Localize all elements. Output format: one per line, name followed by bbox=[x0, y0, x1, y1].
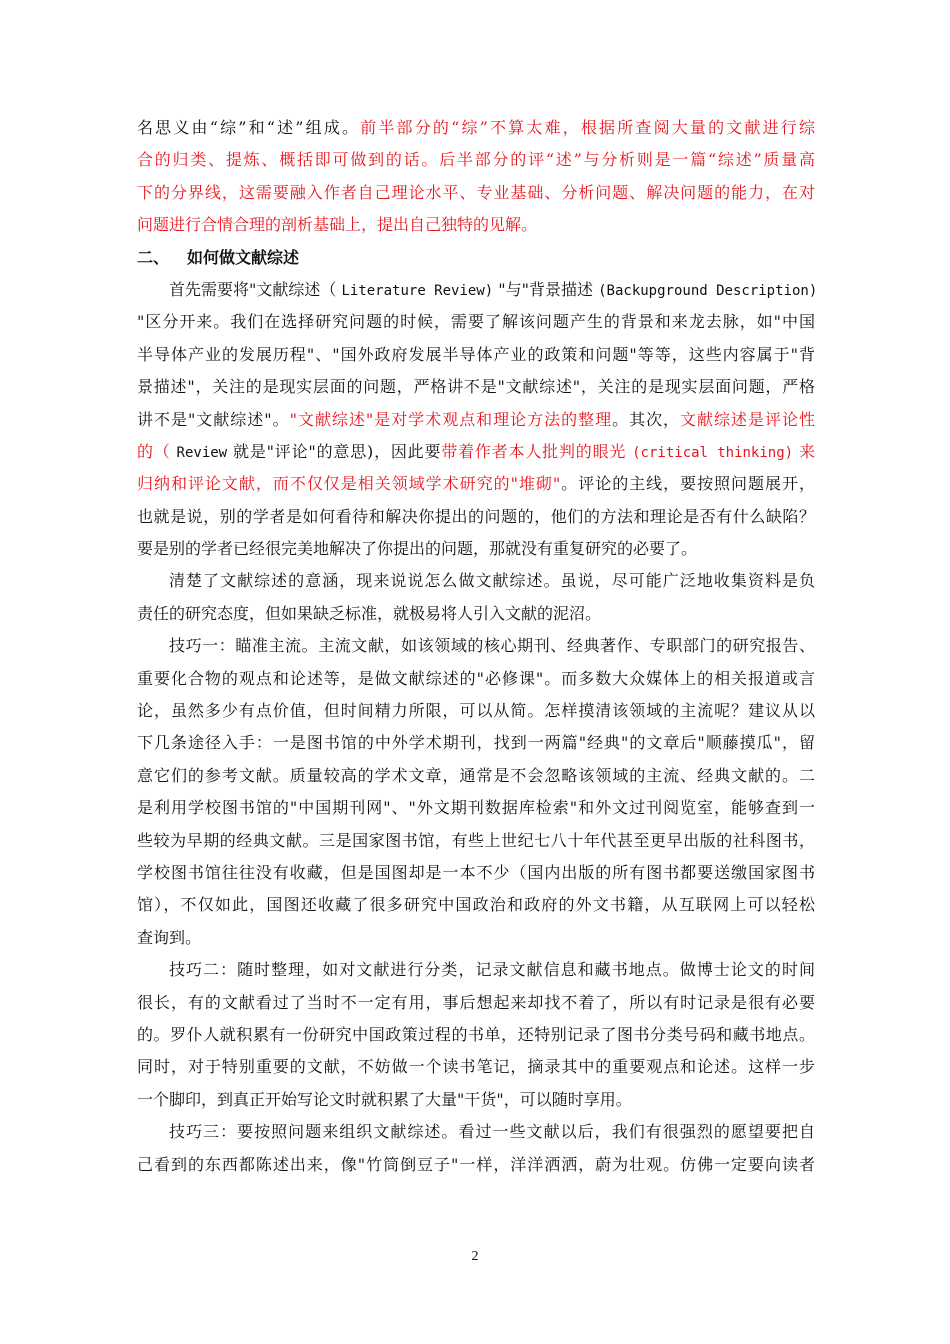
paragraph-line: 馆），不仅如此，国图还收藏了很多研究中国政治和政府的外文书籍，从互联网上可以轻松 bbox=[137, 895, 815, 915]
paragraph-line bbox=[137, 468, 815, 500]
paragraph-line: 下的分界线，这需要融入作者自己理论水平、专业基础、分析问题、解决问题的能力，在对 bbox=[137, 182, 815, 202]
text-run: Literature Review) bbox=[341, 282, 494, 299]
paragraph-line: 是利用学校图书馆的"中国期刊网"、"外文期刊数据库检索"和外文过刊阅览室，能够查到一 bbox=[137, 798, 815, 818]
paragraph-line: 问题进行合情合理的剖析基础上，提出自己独特的见解。 bbox=[137, 215, 538, 235]
paragraph-line: 责任的研究态度，但如果缺乏标准，就极易将人引入文献的泥沼。 bbox=[137, 603, 602, 623]
text-run: 就是"评论"的意思)，因此要 bbox=[233, 441, 442, 461]
text-run: 。其次， bbox=[612, 409, 681, 429]
paragraph-line bbox=[137, 436, 815, 468]
paragraph-line bbox=[137, 112, 815, 144]
text-run: 讲不是"文献综述"。 bbox=[137, 409, 290, 429]
document-body bbox=[137, 112, 818, 1181]
paragraph-line: 的。罗仆人就积累有一份研究中国政策过程的书单，还特别记录了图书分类号码和藏书地点。 bbox=[137, 1024, 815, 1044]
text-run: 名思义由“综”和“述”组成。 bbox=[137, 118, 361, 137]
paragraph-line: 己看到的东西都陈述出来，像"竹筒倒豆子"一样，洋洋洒洒，蔚为壮观。仿佛一定要向读者 bbox=[137, 1154, 815, 1174]
paragraph-line: 论，虽然多少有点价值，但时间精力所限，可以从简。怎样摸清该领域的主流呢？建议从以 bbox=[137, 701, 815, 721]
highlighted-text: 的（ bbox=[137, 441, 171, 461]
paragraph-line: 意它们的参考文献。质量较高的学术文章，通常是不会忽略该领域的主流、经典文献的。二 bbox=[137, 765, 815, 785]
highlighted-text: 文献综述是评论性 bbox=[680, 409, 815, 429]
highlighted-text: (critical thinking) bbox=[632, 444, 794, 461]
section-number: 二、 bbox=[137, 247, 170, 267]
paragraph-line: 些较为早期的经典文献。三是国家图书馆，有些上世纪七八十年代甚至更早出版的社科图书， bbox=[137, 830, 815, 850]
paragraph-line: 同时，对于特别重要的文献，不妨做一个读书笔记，摘录其中的重要观点和论述。这样一步 bbox=[137, 1057, 815, 1077]
paragraph-line: 要是别的学者已经很完美地解决了你提出的问题，那就没有重复研究的必要了。 bbox=[137, 539, 698, 559]
paragraph-line: 下几条途径入手：一是图书馆的中外学术期刊，找到一两篇"经典"的文章后"顺藤摸瓜"，留 bbox=[137, 733, 815, 753]
paragraph-line: 景描述"，关注的是现实层面的问题，严格讲不是"文献综述"，关注的是现实层面问题，严格 bbox=[137, 377, 815, 397]
highlighted-text: 前半部分的“综”不算太难，根据所查阅大量的文献进行综 bbox=[360, 118, 815, 137]
paragraph-line: 学校图书馆往往没有收藏，但是国图却是一本不少（国内出版的所有图书都要送缴国家图书 bbox=[137, 862, 815, 882]
paragraph-line: "区分开来。我们在选择研究问题的时候，需要了解该问题产生的背景和来龙去脉，如"中国 bbox=[137, 312, 815, 332]
paragraph-line: 查询到。 bbox=[137, 927, 202, 947]
paragraph-line: 很长，有的文献看过了当时不一定有用，事后想起来却找不着了，所以有时记录是很有必要 bbox=[137, 992, 815, 1012]
text-run: 首先需要将"文献综述（ bbox=[169, 279, 337, 299]
paragraph-line: 重要化合物的观点和论述等，是做文献综述的"必修课"。而多数大众媒体上的相关报道或言 bbox=[137, 668, 815, 688]
text-run: (Backupground Description) bbox=[598, 282, 818, 299]
paragraph-line: 清楚了文献综述的意涵，现来说说怎么做文献综述。虽说，尽可能广泛地收集资料是负 bbox=[169, 571, 815, 591]
text-run: 。评论的主线，要按照问题展开， bbox=[560, 474, 815, 494]
paragraph-line: 一个脚印，到真正开始写论文时就积累了大量"干货"，可以随时享用。 bbox=[137, 1089, 632, 1109]
text-run: "与"背景描述 bbox=[498, 279, 594, 299]
paragraph-line: 半导体产业的发展历程"、"国外政府发展半导体产业的政策和问题"等等，这些内容属于"背 bbox=[137, 344, 815, 364]
highlighted-text: "文献综述"是对学术观点和理论方法的整理 bbox=[289, 409, 613, 429]
paragraph-line: 合的归类、提炼、概括即可做到的话。后半部分的评“述”与分析则是一篇“综述”质量高 bbox=[137, 150, 815, 170]
highlighted-text: 归纳和评论文献，而不仅仅是相关领域学术研究的"堆砌" bbox=[137, 474, 561, 494]
highlighted-text: 带着作者本人批判的眼光 bbox=[441, 441, 627, 461]
highlighted-text: 来 bbox=[799, 441, 816, 461]
paragraph-line: 也就是说，别的学者是如何看待和解决你提出的问题的，他们的方法和理论是否有什么缺陷？ bbox=[137, 506, 815, 526]
paragraph-line: 技巧二：随时整理，如对文献进行分类，记录文献信息和藏书地点。做博士论文的时间 bbox=[169, 960, 815, 980]
text-run: Review bbox=[176, 444, 228, 461]
section-title: 如何做文献综述 bbox=[187, 247, 300, 267]
paragraph-line bbox=[137, 274, 818, 306]
paragraph-line: 技巧一：瞄准主流。主流文献，如该领域的核心期刊、经典著作、专职部门的研究报告、 bbox=[169, 636, 815, 656]
paragraph-line bbox=[137, 404, 815, 436]
section-heading bbox=[137, 242, 815, 274]
paragraph-line: 技巧三：要按照问题来组织文献综述。看过一些文献以后，我们有很强烈的愿望要把自 bbox=[169, 1122, 815, 1142]
page-number: 2 bbox=[471, 1249, 479, 1264]
